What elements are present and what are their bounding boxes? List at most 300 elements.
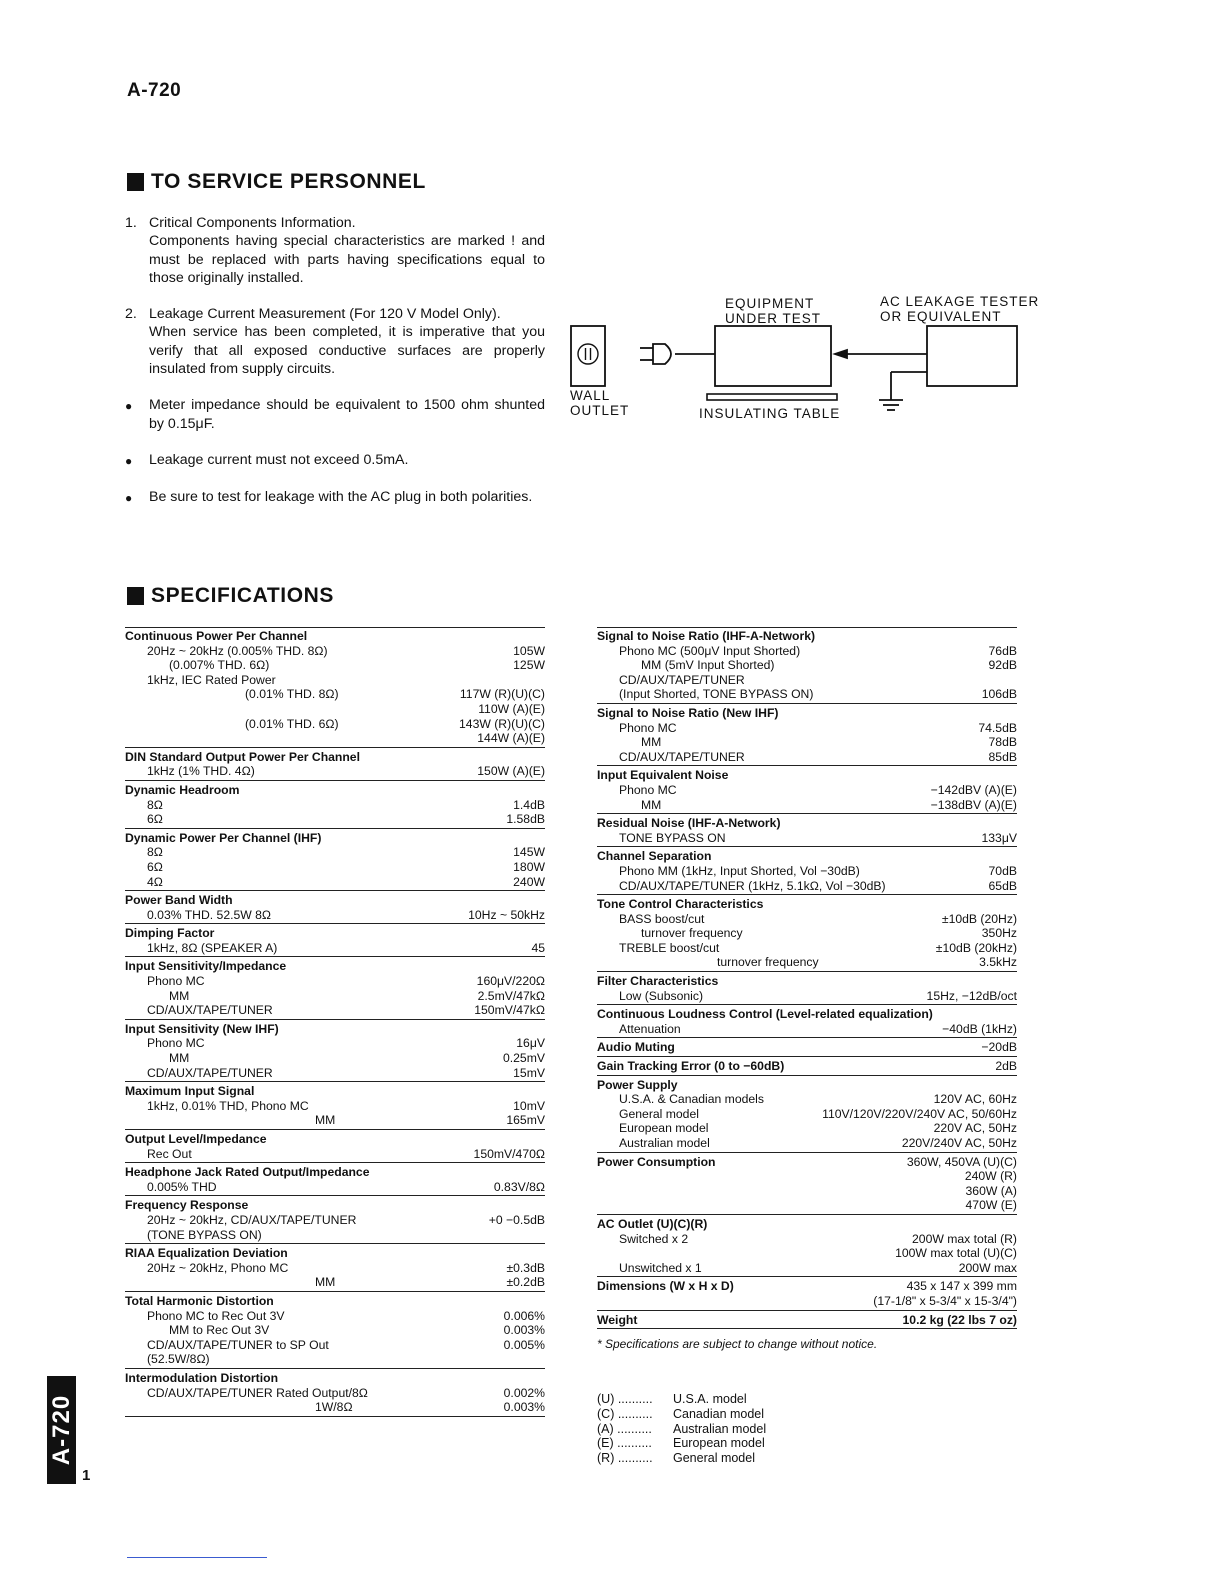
bullet-icon: ●: [125, 453, 133, 468]
spec-group: [597, 706, 1017, 766]
spec-group: [597, 1059, 1017, 1076]
spec-group-title: Tone Control Characteristics: [597, 897, 764, 912]
spec-group-title: Input Sensitivity (New IHF): [125, 1021, 279, 1036]
spec-value: 350Hz: [981, 926, 1017, 941]
tester-label: AC LEAKAGE TESTER OR EQUIVALENT: [880, 294, 1040, 324]
spec-value: (17-1/8" x 5-3/4" x 15-3/4"): [873, 1293, 1017, 1308]
spec-group-title: Weight: [597, 1312, 638, 1327]
specifications-title-text: SPECIFICATIONS: [151, 584, 335, 607]
spec-row: [125, 1352, 545, 1367]
spec-row: [597, 989, 1017, 1004]
spec-label: Unswitched x 1: [619, 1260, 702, 1275]
spec-label: 20Hz ~ 20kHz (0.005% THD. 8Ω): [147, 643, 328, 658]
spec-value: 106dB: [981, 687, 1017, 702]
spec-row: [125, 1213, 545, 1228]
spec-value: 200W max total (R): [912, 1231, 1017, 1246]
spec-group-title: Dimping Factor: [125, 926, 215, 941]
spec-group-title: Dimensions (W x H x D): [597, 1279, 734, 1294]
spec-label: MM: [315, 1113, 336, 1128]
spec-label: CD/AUX/TAPE/TUNER: [147, 1003, 273, 1018]
spec-label: Switched x 2: [619, 1231, 689, 1246]
spec-row: [597, 1136, 1017, 1151]
spec-value: 100W max total (U)(C): [895, 1246, 1017, 1261]
spec-row: [125, 812, 545, 827]
spec-group: [125, 629, 545, 748]
spec-label: MM to Rec Out 3V: [169, 1323, 270, 1338]
spec-value: 150mV/47kΩ: [474, 1003, 545, 1018]
spec-label: BASS boost/cut: [619, 911, 705, 926]
spec-row: [125, 644, 545, 659]
spec-group: [125, 1246, 545, 1292]
spec-label: MM (5mV Input Shorted): [641, 658, 775, 673]
spec-label: 1kHz (1% THD. 4Ω): [147, 764, 255, 779]
spec-row: [125, 1099, 545, 1114]
legend-label: Australian model: [673, 1421, 767, 1436]
spec-label: General model: [619, 1106, 699, 1121]
spec-label: Phono MC: [147, 974, 205, 989]
spec-group-title: Continuous Power Per Channel: [125, 629, 308, 643]
spec-group: [597, 816, 1017, 847]
spec-row: [125, 764, 545, 779]
side-tab-label: A-720: [47, 1394, 75, 1466]
spec-value: −20dB: [981, 1040, 1017, 1055]
spec-row: [125, 845, 545, 860]
spec-row: [125, 1066, 545, 1081]
spec-row: [597, 1121, 1017, 1136]
spec-value: 70dB: [988, 863, 1017, 878]
spec-value: 240W: [513, 874, 545, 889]
legend-code: (R) ..........: [597, 1451, 653, 1466]
spec-row: [597, 1022, 1017, 1037]
spec-value: 16μV: [516, 1036, 545, 1051]
legend-code: (U) ..........: [597, 1392, 653, 1406]
spec-value: 65dB: [988, 878, 1017, 893]
leakage-test-diagram: [565, 290, 1045, 430]
spec-row: [597, 783, 1017, 798]
spec-label: turnover frequency: [717, 955, 819, 970]
spec-row: [597, 687, 1017, 702]
spec-value: −142dBV (A)(E): [930, 782, 1017, 797]
spec-value: 76dB: [988, 643, 1017, 658]
ground-icon: [879, 400, 903, 410]
spec-group: [597, 768, 1017, 814]
legend-item: [597, 1407, 766, 1422]
ac-plug-icon: [640, 344, 715, 364]
spec-value: 180W: [513, 859, 545, 874]
service-item-title: Critical Components Information.: [149, 215, 356, 231]
legend-code: (C) ..........: [597, 1406, 653, 1421]
spec-row: [125, 1275, 545, 1290]
spec-group: [125, 1371, 545, 1417]
spec-row: [125, 731, 545, 746]
spec-value: 45: [531, 940, 545, 955]
spec-row: [125, 908, 545, 923]
spec-row: [597, 1294, 1017, 1309]
spec-label: Attenuation: [619, 1021, 681, 1036]
spec-row: [597, 1184, 1017, 1199]
spec-row: [597, 721, 1017, 736]
spec-group: [597, 849, 1017, 895]
spec-row: [597, 1107, 1017, 1122]
spec-label: CD/AUX/TAPE/TUNER Rated Output/8Ω: [147, 1385, 368, 1400]
spec-group-title: Total Harmonic Distortion: [125, 1293, 274, 1308]
spec-row: [597, 831, 1017, 846]
spec-group: [597, 1279, 1017, 1310]
spec-label: Rec Out: [147, 1146, 192, 1161]
spec-group-title: Signal to Noise Ratio (New IHF): [597, 705, 779, 720]
spec-value: 0.005%: [503, 1337, 545, 1352]
spec-row: [125, 974, 545, 989]
spec-row: [597, 864, 1017, 879]
spec-label: CD/AUX/TAPE/TUNER (1kHz, 5.1kΩ, Vol −30dB): [619, 878, 886, 893]
spec-value: 144W (A)(E): [477, 731, 545, 746]
spec-row: [125, 798, 545, 813]
spec-row: [125, 1309, 545, 1324]
service-item-title: Leakage Current Measurement (For 120 V Model Only).: [149, 306, 501, 323]
spec-group-title: Gain Tracking Error (0 to −60dB): [597, 1059, 785, 1074]
spec-value: 145W: [513, 845, 545, 860]
spec-group: [597, 897, 1017, 972]
model-legend: [597, 1392, 766, 1466]
spec-value: 0.83V/8Ω: [493, 1179, 545, 1194]
spec-group: [597, 1078, 1017, 1153]
spec-group: [597, 1040, 1017, 1057]
spec-value: 10mV: [513, 1098, 545, 1113]
spec-label: turnover frequency: [641, 926, 743, 941]
spec-group-title: Maximum Input Signal: [125, 1084, 255, 1099]
spec-group: [125, 1165, 545, 1196]
service-item-2: 2. Leakage Current Measurement (For 120 V Model Only). When service has been completed, it is imperative that you verify that all exposed conductive surfaces are properly insulated from supply circuits.: [125, 306, 545, 378]
spec-value: ±0.3dB: [506, 1260, 545, 1275]
spec-group: [125, 1198, 545, 1244]
spec-group: [125, 750, 545, 781]
spec-group-title: Signal to Noise Ratio (IHF-A-Network): [597, 629, 816, 643]
service-item-1: 1. Critical Components Information. Components having special characteristics are marked ! and must be replaced with parts having specifications equal to those originally installed.: [125, 215, 545, 286]
legend-label: European model: [673, 1436, 765, 1451]
specifications-section-title: [127, 584, 334, 608]
spec-label: Phono MC to Rec Out 3V: [147, 1308, 285, 1323]
spec-group-title: Power Supply: [597, 1077, 678, 1092]
spec-value: −138dBV (A)(E): [930, 797, 1017, 812]
spec-row: [125, 717, 545, 732]
spec-group-title: Power Band Width: [125, 893, 233, 908]
spec-row: [125, 1003, 545, 1018]
spec-row: [125, 1400, 545, 1415]
spec-value: 1.58dB: [506, 812, 545, 827]
spec-value: 10.2 kg (22 lbs 7 oz): [902, 1312, 1017, 1327]
model-heading: A-720: [127, 80, 182, 101]
spec-row: [597, 1261, 1017, 1276]
spec-row: [597, 1232, 1017, 1247]
spec-label: U.S.A. & Canadian models: [619, 1092, 764, 1107]
spec-label: 20Hz ~ 20kHz, Phono MC: [147, 1260, 289, 1275]
spec-value: 165mV: [506, 1113, 545, 1128]
spec-row: [125, 1113, 545, 1128]
spec-group-title: RIAA Equalization Deviation: [125, 1246, 288, 1261]
spec-label: (52.5W/8Ω): [147, 1352, 210, 1367]
spec-row: [597, 926, 1017, 941]
spec-label: 4Ω: [147, 874, 163, 889]
spec-group-title: Output Level/Impedance: [125, 1132, 267, 1146]
spec-value: 120V AC, 60Hz: [933, 1092, 1017, 1107]
spec-label: 1kHz, 0.01% THD, Phono MC: [147, 1098, 309, 1113]
spec-row: [597, 673, 1017, 688]
spec-row: [125, 1228, 545, 1243]
spec-group: [125, 1084, 545, 1130]
spec-label: MM: [641, 797, 662, 812]
spec-group: [125, 959, 545, 1019]
spec-value: 240W (R): [964, 1169, 1017, 1184]
spec-label: Phono MC: [619, 720, 677, 735]
spec-group: [125, 893, 545, 924]
spec-value: ±10dB (20kHz): [935, 940, 1017, 955]
spec-row: [597, 735, 1017, 750]
spec-label: Phono MC: [619, 782, 677, 797]
spec-row: [125, 1147, 545, 1162]
spec-notice: * Specifications are subject to change without notice.: [597, 1337, 878, 1351]
page-number: 1: [82, 1467, 91, 1484]
spec-row: [125, 1261, 545, 1276]
spec-row: [125, 860, 545, 875]
spec-label: CD/AUX/TAPE/TUNER: [619, 749, 745, 764]
spec-value: 470W (E): [965, 1198, 1017, 1213]
service-item-body: Components having special characteristics are marked ! and must be replaced with parts having specifications equal to those originally installed.: [149, 233, 545, 286]
spec-label: (TONE BYPASS ON): [147, 1227, 262, 1242]
spec-row: [125, 1180, 545, 1195]
spec-value: 0.003%: [503, 1323, 545, 1338]
spec-value: 110V/120V/220V/240V AC, 50/60Hz: [822, 1106, 1017, 1121]
spec-value: +0 −0.5dB: [488, 1212, 545, 1227]
side-tab: [47, 1376, 76, 1484]
spec-label: Australian model: [619, 1136, 710, 1150]
spec-row: [597, 941, 1017, 956]
spec-value: 133μV: [981, 830, 1017, 845]
spec-row: [597, 1092, 1017, 1107]
spec-label: (0.007% THD. 6Ω): [169, 658, 270, 673]
spec-group-title: Input Sensitivity/Impedance: [125, 959, 287, 974]
spec-column-right: [597, 627, 1017, 1331]
spec-row: [125, 687, 545, 702]
spec-value: 150W (A)(E): [477, 764, 545, 779]
spec-row: [597, 644, 1017, 659]
spec-value: 0.002%: [503, 1385, 545, 1400]
spec-row: [125, 1386, 545, 1401]
spec-group: [597, 1007, 1017, 1038]
spec-label: MM: [641, 735, 662, 750]
spec-row: [125, 673, 545, 688]
legend-label: Canadian model: [673, 1406, 765, 1421]
spec-group-title: Audio Muting: [597, 1040, 675, 1055]
spec-row: [125, 1036, 545, 1051]
spec-group: [597, 974, 1017, 1005]
spec-group-title: Input Equivalent Noise: [597, 768, 729, 783]
spec-label: 6Ω: [147, 812, 163, 827]
spec-row: [125, 875, 545, 890]
spec-label: Low (Subsonic): [619, 988, 703, 1003]
spec-group: [125, 1294, 545, 1369]
spec-label: European model: [619, 1121, 709, 1136]
legend-item: [597, 1451, 766, 1466]
spec-label: 1kHz, 8Ω (SPEAKER A): [147, 940, 278, 955]
spec-label: MM: [169, 988, 190, 1003]
spec-row: [597, 955, 1017, 970]
spec-label: CD/AUX/TAPE/TUNER to SP Out: [147, 1337, 329, 1352]
legend-item: [597, 1436, 766, 1451]
spec-value: 15Hz, −12dB/oct: [926, 988, 1017, 1003]
spec-group: [597, 1155, 1017, 1215]
spec-row: [597, 798, 1017, 813]
spec-row: [125, 1051, 545, 1066]
wall-outlet-label: WALL OUTLET: [570, 388, 630, 418]
spec-group-title: Intermodulation Distortion: [125, 1370, 279, 1385]
spec-label: (0.01% THD. 8Ω): [245, 687, 339, 702]
spec-row: [125, 989, 545, 1004]
spec-label: 1W/8Ω: [315, 1400, 353, 1415]
spec-value: 220V AC, 50Hz: [933, 1121, 1017, 1136]
service-notes: [125, 214, 545, 526]
spec-value: 360W, 450VA (U)(C): [906, 1154, 1017, 1169]
spec-value: ±0.2dB: [506, 1275, 545, 1290]
spec-label: CD/AUX/TAPE/TUNER: [147, 1065, 273, 1080]
legend-item: [597, 1422, 766, 1437]
spec-group-title: Dynamic Headroom: [125, 782, 240, 797]
spec-group: [125, 831, 545, 891]
spec-value: 143W (R)(U)(C): [459, 716, 545, 731]
spec-value: 435 x 147 x 399 mm: [906, 1279, 1017, 1294]
service-bullet: ● Meter impedance should be equivalent to 1500 ohm shunted by 0.15μF.: [125, 397, 545, 432]
spec-label: Phono MC (500μV Input Shorted): [619, 643, 801, 658]
spec-label: MM: [315, 1275, 336, 1290]
spec-group: [125, 1022, 545, 1082]
spec-value: 105W: [513, 643, 545, 658]
spec-value: 110W (A)(E): [478, 701, 545, 716]
spec-group: [125, 1132, 545, 1163]
spec-value: 150mV/470Ω: [473, 1146, 545, 1161]
legend-label: U.S.A. model: [673, 1392, 747, 1406]
bullet-icon: ●: [125, 491, 133, 506]
spec-row: [597, 1198, 1017, 1213]
spec-value: 220V/240V AC, 50Hz: [901, 1136, 1017, 1150]
spec-value: 160μV/220Ω: [476, 974, 545, 989]
legend-code: (A) ..........: [597, 1421, 652, 1436]
spec-value: 10Hz ~ 50kHz: [468, 907, 545, 922]
spec-row: [125, 1323, 545, 1338]
spec-label: 0.03% THD. 52.5W 8Ω: [147, 907, 272, 922]
spec-value: 3.5kHz: [979, 955, 1017, 970]
spec-group-title: Residual Noise (IHF-A-Network): [597, 816, 781, 831]
spec-value: 125W: [513, 658, 545, 673]
spec-label: TREBLE boost/cut: [619, 940, 720, 955]
spec-group-title: Filter Characteristics: [597, 974, 719, 989]
spec-group: [125, 783, 545, 829]
spec-value: 0.25mV: [502, 1051, 545, 1066]
spec-row: [125, 1338, 545, 1353]
spec-label: (0.01% THD. 6Ω): [245, 716, 339, 731]
spec-row: [597, 1246, 1017, 1261]
spec-label: Phono MM (1kHz, Input Shorted, Vol −30dB): [619, 863, 860, 878]
spec-group-title: Dynamic Power Per Channel (IHF): [125, 830, 322, 845]
spec-group-title: Channel Separation: [597, 849, 712, 864]
spec-row: [597, 879, 1017, 894]
spec-group: [597, 1217, 1017, 1277]
spec-value: 1.4dB: [513, 797, 545, 812]
spec-label: 6Ω: [147, 859, 163, 874]
service-bullet: ● Be sure to test for leakage with the AC plug in both polarities.: [125, 488, 545, 507]
spec-column-left: [125, 627, 545, 1419]
legend-label: General model: [673, 1451, 755, 1466]
spec-value: 0.003%: [503, 1400, 545, 1415]
spec-label: 1kHz, IEC Rated Power: [147, 672, 276, 687]
insulating-table-label: INSULATING TABLE: [699, 406, 841, 421]
spec-value: 117W (R)(U)(C): [459, 687, 545, 702]
spec-row: [125, 658, 545, 673]
spec-value: 78dB: [988, 735, 1017, 750]
section-square-icon: [127, 173, 144, 191]
spec-row: [597, 750, 1017, 765]
spec-value: 2.5mV/47kΩ: [477, 988, 545, 1003]
spec-row: [597, 658, 1017, 673]
spec-label: 8Ω: [147, 845, 163, 860]
spec-label: 20Hz ~ 20kHz, CD/AUX/TAPE/TUNER: [147, 1212, 357, 1227]
spec-value: −40dB (1kHz): [942, 1021, 1017, 1036]
spec-value: ±10dB (20Hz): [941, 911, 1017, 926]
footer-rule: [127, 1557, 267, 1558]
spec-value: 0.006%: [503, 1308, 545, 1323]
spec-row: [597, 1169, 1017, 1184]
spec-label: MM: [169, 1051, 190, 1066]
equipment-label: EQUIPMENT UNDER TEST: [725, 296, 822, 326]
equipment-box: [715, 326, 831, 386]
spec-label: TONE BYPASS ON: [619, 830, 726, 845]
spec-group-title: DIN Standard Output Power Per Channel: [125, 749, 360, 764]
spec-row: [597, 912, 1017, 927]
spec-group-title: Frequency Response: [125, 1198, 249, 1213]
spec-value: 74.5dB: [978, 720, 1017, 735]
spec-value: 85dB: [988, 749, 1017, 764]
section-square-icon: [127, 587, 144, 605]
wall-outlet-icon: [571, 326, 605, 386]
spec-value: 360W (A): [965, 1183, 1017, 1198]
spec-label: Phono MC: [147, 1036, 205, 1051]
spec-label: 8Ω: [147, 797, 163, 812]
spec-row: [125, 702, 545, 717]
legend-item: [597, 1392, 766, 1407]
service-bullet: ● Leakage current must not exceed 0.5mA.: [125, 451, 545, 470]
spec-group-title: AC Outlet (U)(C)(R): [597, 1216, 708, 1231]
spec-group: [597, 629, 1017, 704]
spec-group: [125, 926, 545, 957]
spec-group: [597, 1313, 1017, 1330]
spec-value: 2dB: [995, 1059, 1017, 1074]
probe-line: [835, 350, 927, 358]
spec-value: 15mV: [513, 1065, 545, 1080]
spec-row: [125, 941, 545, 956]
spec-value: 200W max: [958, 1260, 1017, 1275]
bullet-icon: ●: [125, 399, 133, 414]
spec-value: 92dB: [988, 658, 1017, 673]
spec-group-title: Headphone Jack Rated Output/Impedance: [125, 1165, 370, 1180]
spec-label: 0.005% THD: [147, 1179, 217, 1194]
insulating-table-icon: [707, 394, 837, 400]
spec-group-title: Continuous Loudness Control (Level-related equalization): [597, 1007, 933, 1022]
service-item-body: When service has been completed, it is imperative that you verify that all exposed conductive surfaces are properly insulated from supply circuits.: [149, 324, 545, 378]
spec-group-title: Power Consumption: [597, 1154, 716, 1169]
spec-label: (Input Shorted, TONE BYPASS ON): [619, 687, 814, 702]
legend-code: (E) ..........: [597, 1436, 652, 1451]
service-title-text: TO SERVICE PERSONNEL: [151, 170, 426, 193]
service-section-title: [127, 170, 426, 194]
spec-label: CD/AUX/TAPE/TUNER: [619, 672, 745, 687]
